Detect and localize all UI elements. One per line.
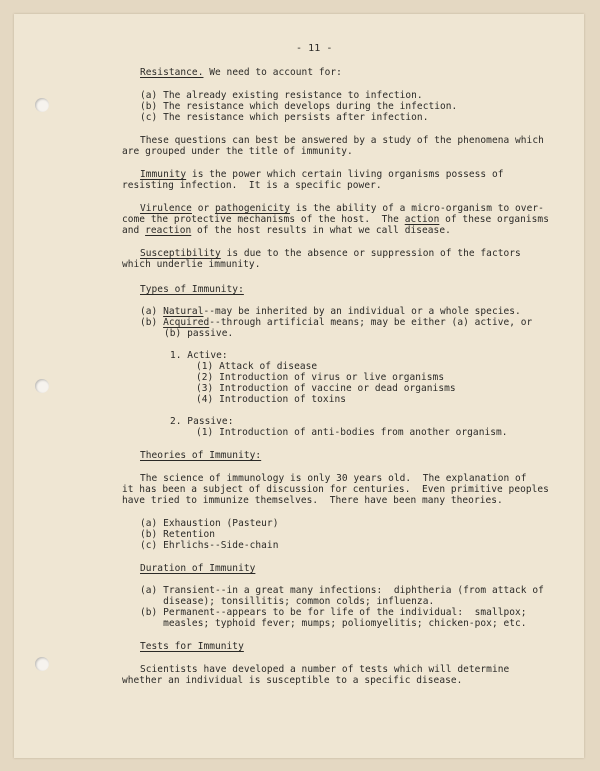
reaction-term: reaction	[145, 225, 192, 236]
action-term: action	[404, 214, 440, 225]
active-item: (2) Introduction of virus or live organisms	[196, 372, 445, 383]
acquired-term: Acquired	[163, 317, 210, 328]
paragraph-line: Scientists have developed a number of tests which will determine	[140, 664, 510, 675]
natural-term: Natural	[163, 306, 204, 317]
types-item: (b) passive.	[164, 328, 234, 339]
duration-heading: Duration of Immunity	[140, 563, 256, 574]
active-item: (1) Attack of disease	[196, 361, 318, 372]
paragraph-line: have tried to immunize themselves. There have been many theories.	[122, 495, 503, 506]
types-item	[140, 306, 521, 317]
virulence-text: of these organisms	[439, 214, 549, 225]
virulence-or: or	[191, 203, 216, 214]
types-heading: Types of Immunity:	[140, 284, 244, 295]
susceptibility-line	[140, 248, 521, 259]
virulence-term: Virulence	[140, 203, 192, 214]
paragraph-line: The science of immunology is only 30 years old. The explanation of	[140, 473, 527, 484]
virulence-text: and	[122, 225, 146, 236]
punch-hole	[35, 657, 49, 671]
paragraph-line: it has been a subject of discussion for centuries. Even primitive peoples	[122, 484, 549, 495]
tests-heading: Tests for Immunity	[140, 641, 244, 652]
pathogenicity-term: pathogenicity	[215, 203, 291, 214]
theories-item: (b) Retention	[140, 529, 216, 540]
virulence-text: is the ability of a micro-organism to over-	[290, 203, 544, 214]
active-item: (3) Introduction of vaccine or dead organisms	[196, 383, 456, 394]
active-heading: 1. Active:	[170, 350, 228, 361]
punch-hole	[35, 98, 49, 112]
duration-line: measles; typhoid fever; mumps; poliomyelitis; chicken-pox; etc.	[140, 618, 527, 629]
types-prefix: (b)	[140, 317, 164, 328]
immunity-text: is the power which certain living organisms possess of	[186, 169, 504, 180]
theories-item: (a) Exhaustion (Pasteur)	[140, 518, 279, 529]
resistance-item: (a) The already existing resistance to infection.	[140, 90, 423, 101]
virulence-line	[122, 225, 451, 236]
types-prefix: (a)	[140, 306, 164, 317]
virulence-line	[140, 203, 544, 214]
resistance-intro: We need to account for:	[203, 67, 342, 78]
virulence-text: of the host results in what we call disease.	[191, 225, 451, 236]
resistance-line	[140, 67, 342, 78]
passive-heading: 2. Passive:	[170, 416, 234, 427]
resistance-heading: Resistance.	[140, 67, 204, 78]
duration-line: (b) Permanent--appears to be for life of the individual: smallpox;	[140, 607, 527, 618]
active-item: (4) Introduction of toxins	[196, 394, 347, 405]
types-text: --may be inherited by an individual or a whole species.	[203, 306, 521, 317]
passive-item: (1) Introduction of anti-bodies from another organism.	[196, 427, 508, 438]
virulence-text: come the protective mechanisms of the host. The	[122, 214, 405, 225]
duration-line: disease); tonsillitis; common colds; influenza.	[140, 596, 435, 607]
virulence-line	[122, 214, 549, 225]
paragraph-line: whether an individual is susceptible to a specific disease.	[122, 675, 463, 686]
document-page	[14, 14, 584, 758]
immunity-term: Immunity	[140, 169, 187, 180]
punch-hole	[35, 379, 49, 393]
paragraph-line: are grouped under the title of immunity.	[122, 146, 353, 157]
paragraph-line: These questions can best be answered by a study of the phenomena which	[140, 135, 544, 146]
page-number: - 11 -	[296, 43, 333, 54]
types-item	[140, 317, 532, 328]
resistance-item: (b) The resistance which develops during the infection.	[140, 101, 458, 112]
immunity-line	[140, 169, 503, 180]
theories-item: (c) Ehrlichs--Side-chain	[140, 540, 279, 551]
duration-line: (a) Transient--in a great many infections: diphtheria (from attack of	[140, 585, 544, 596]
immunity-line: resisting infection. It is a specific power.	[122, 180, 382, 191]
theories-heading: Theories of Immunity:	[140, 450, 262, 461]
types-text: --through artificial means; may be either (a) active, or	[209, 317, 533, 328]
resistance-item: (c) The resistance which persists after infection.	[140, 112, 429, 123]
susceptibility-term: Susceptibility	[140, 248, 221, 259]
susceptibility-line: which underlie immunity.	[122, 259, 261, 270]
susceptibility-text: is due to the absence or suppression of the factors	[220, 248, 521, 259]
